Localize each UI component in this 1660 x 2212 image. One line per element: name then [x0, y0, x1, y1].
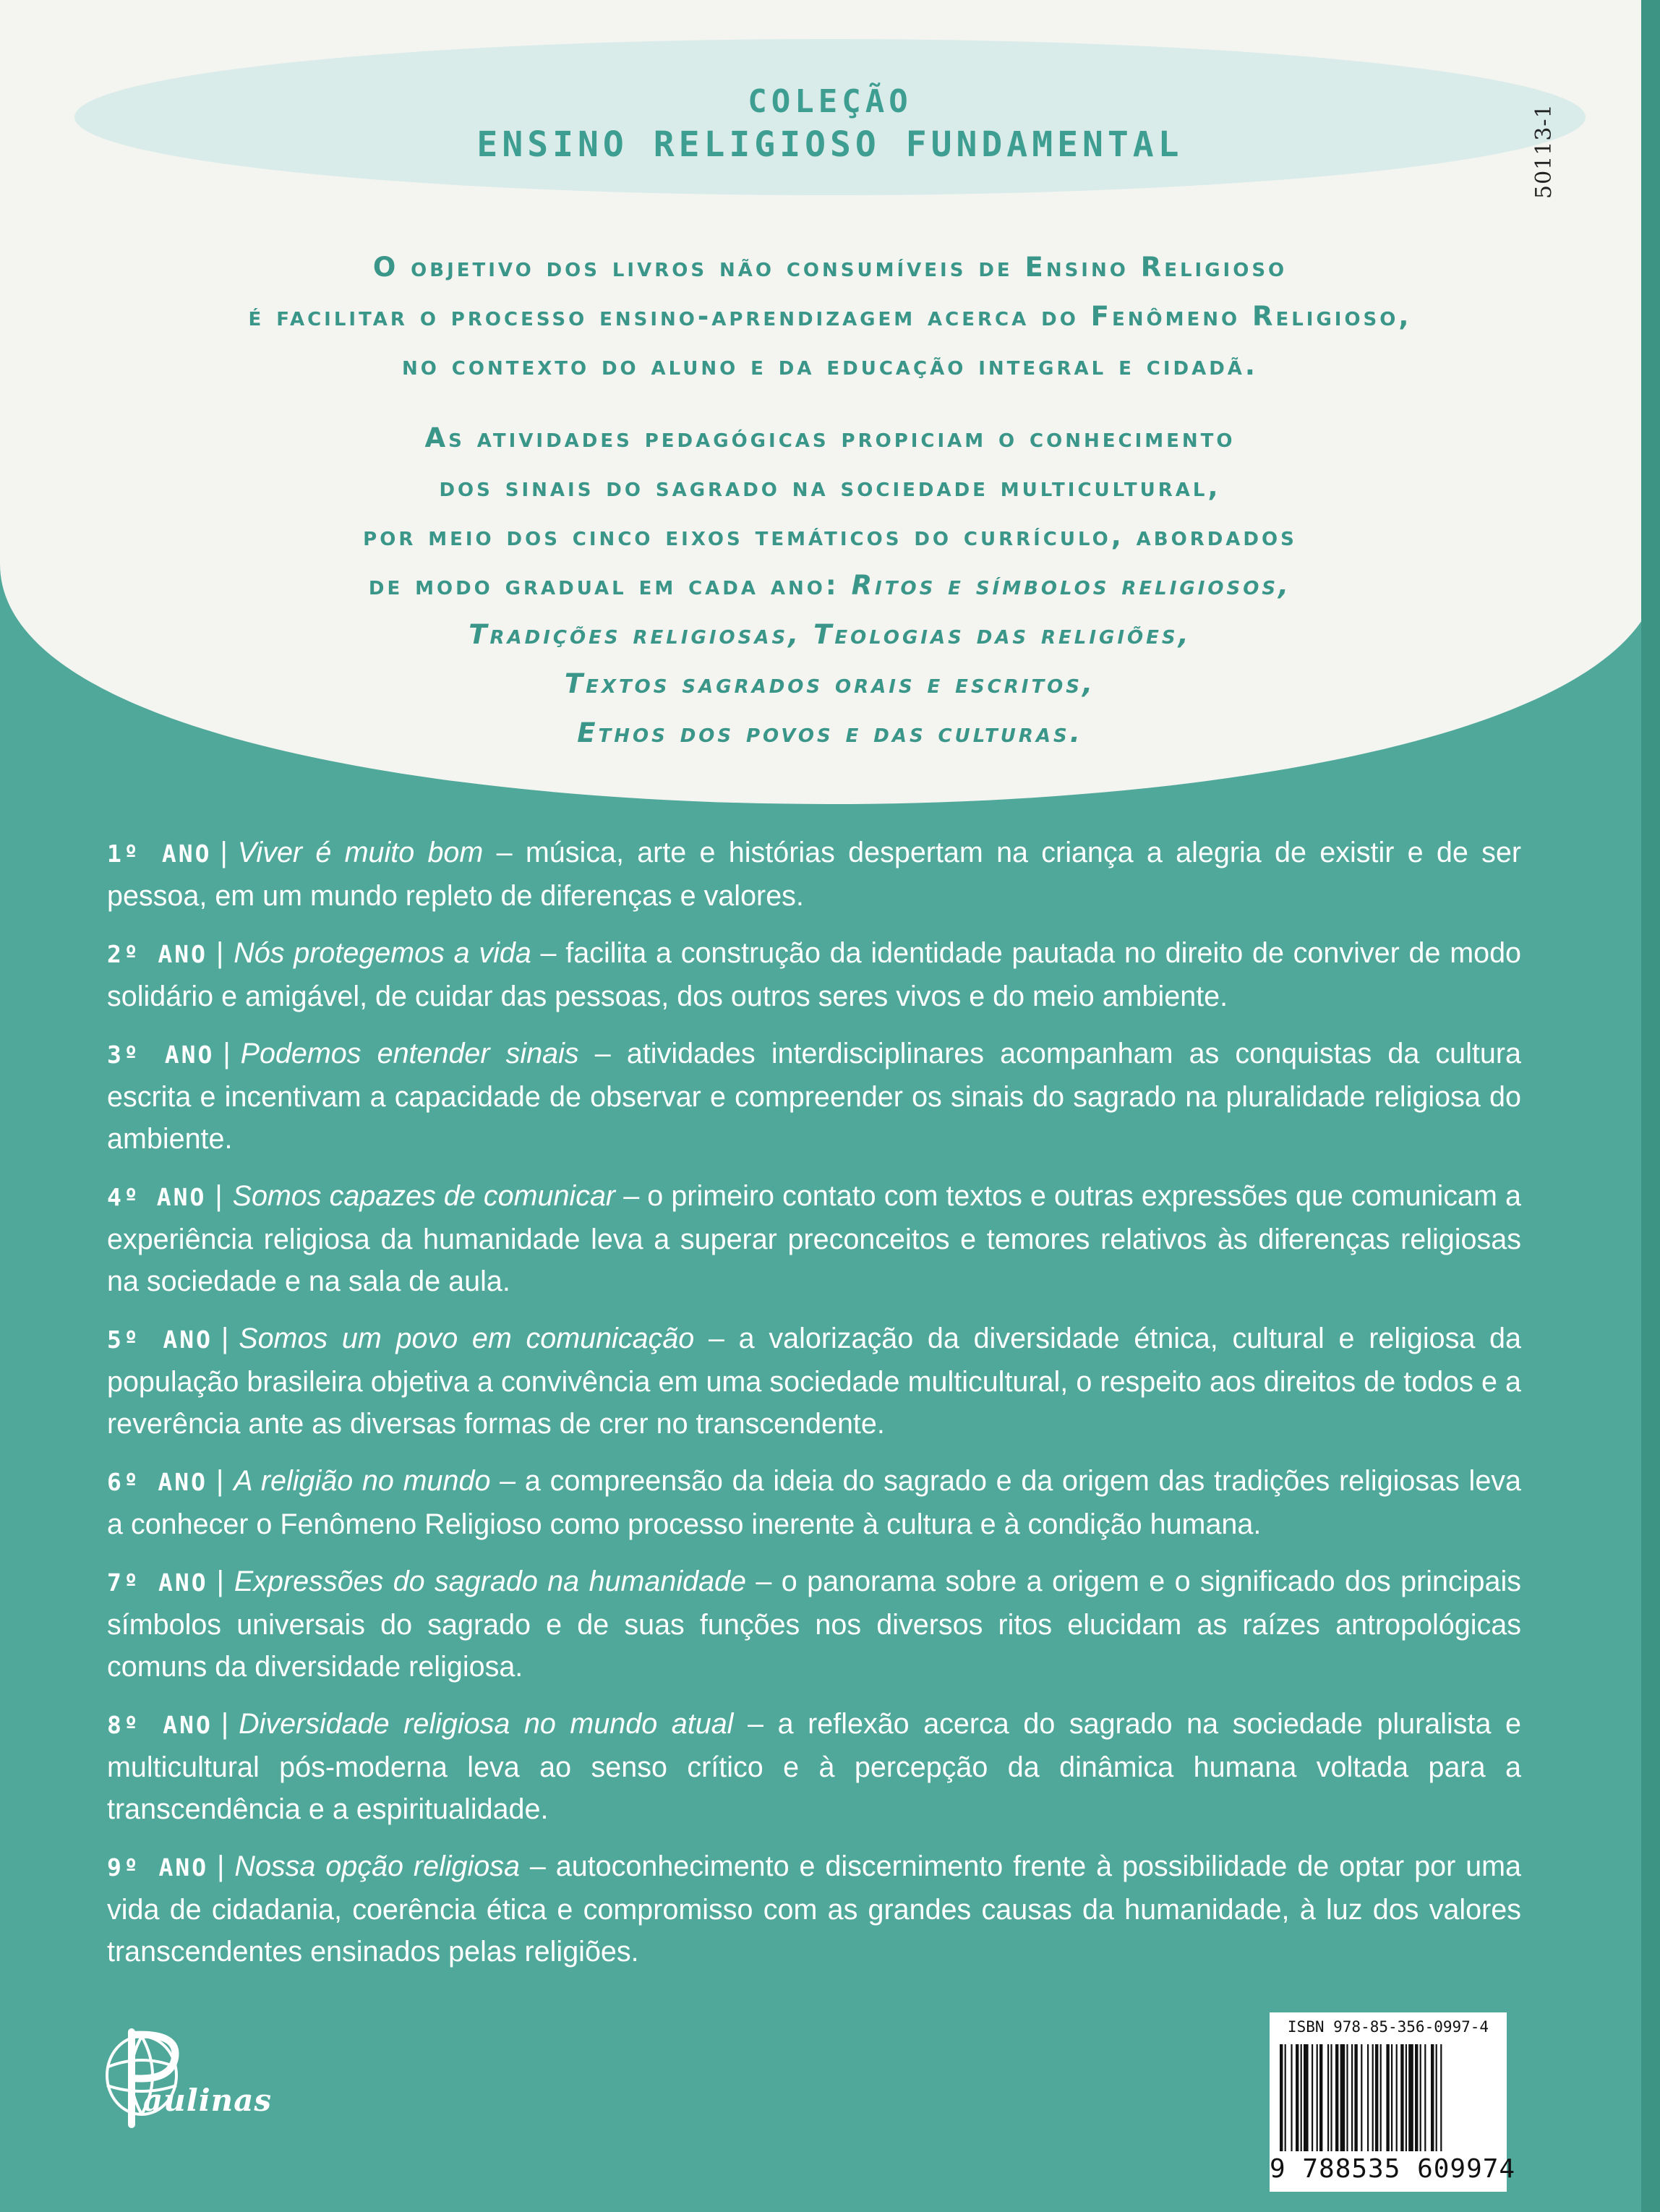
book-title: Diversidade religiosa no mundo atual	[239, 1708, 734, 1740]
intro-line	[94, 561, 1566, 610]
list-item	[107, 1033, 1521, 1160]
list-item	[107, 832, 1521, 917]
book-title: Viver é muito bom	[237, 837, 484, 868]
book-description: – a compreensão da ideia do sagrado e da origem das tradições religiosas leva a conhecer o Fenômeno Religioso como processo inerente à cultura e à condição humana.	[107, 1465, 1522, 1540]
book-description: – autoconhecimento e discernimento frente à possibilidade de optar por uma vida de cidadania, coerência ética e compromisso com as grandes causas da humanidade, à luz dos valores transcendentes ensinados pelas religiões.	[107, 1850, 1521, 1968]
separator: |	[217, 1850, 225, 1882]
book-description: – atividades interdisciplinares acompanham as conquistas da cultura escrita e incentivam a capacidade de observar e compreender os sinais do sagrado na pluralidade religiosa do ambiente.	[107, 1038, 1521, 1155]
book-description: – facilita a construção da identidade pautada no direito de conviver de modo solidário e amigável, de cuidar das pessoas, dos outros seres vivos e do meio ambiente.	[107, 937, 1522, 1012]
book-title: A religião no mundo	[234, 1465, 491, 1497]
book-description: – música, arte e histórias despertam na criança a alegria de existir e de ser pessoa, em um mundo repleto de diferenças e valores.	[107, 837, 1521, 912]
year-label: 1º ANO	[107, 840, 212, 868]
cover-edge	[1641, 0, 1660, 2212]
book-description: – o primeiro contato com textos e outras expressões que comunicam a experiência religiosa da humanidade leva a superar preconceitos e temores relativos às diferenças religiosas na sociedade e na sala de aula.	[107, 1180, 1521, 1297]
ean-number: 9 788535 609974	[1270, 2154, 1516, 2184]
separator: |	[216, 1566, 224, 1597]
book-title: Somos capazes de comunicar	[232, 1180, 616, 1212]
year-label: 8º ANO	[107, 1711, 213, 1739]
separator: |	[216, 937, 224, 969]
intro-line-start: de modo gradual em cada ano:	[368, 570, 852, 601]
year-label: 3º ANO	[107, 1041, 215, 1069]
intro-line: dos sinais do sagrado na sociedade multicultural,	[439, 471, 1221, 503]
list-item	[107, 1845, 1521, 1973]
year-label: 7º ANO	[107, 1568, 208, 1597]
publisher-name: aulinas	[143, 2083, 273, 2118]
year-label: 2º ANO	[107, 940, 208, 968]
book-description: – a reflexão acerca do sagrado na sociedade pluralista e multicultural pós-moderna leva ao senso crítico e à percepção da dinâmica humana voltada para a transcendência e a espiritualidade.	[107, 1708, 1521, 1825]
book-title: Somos um povo em comunicação	[239, 1323, 695, 1354]
year-label: 6º ANO	[107, 1468, 208, 1496]
list-item	[107, 1175, 1521, 1302]
catalog-code: 50113-1	[1531, 103, 1557, 199]
list-item	[107, 1703, 1521, 1830]
year-label: 9º ANO	[107, 1853, 209, 1882]
year-entries	[107, 832, 1521, 1988]
list-item	[107, 932, 1521, 1017]
intro-line	[94, 659, 1566, 709]
book-description: – a valorização da diversidade étnica, cultural e religiosa da população brasileira objetiva a convivência em uma sociedade multicultural, o respeito aos direitos de todos e a reverência ante as diversas formas de crer no transcendente.	[107, 1323, 1521, 1440]
intro-line: é facilitar o processo ensino-aprendizagem acerca do Fenômeno Religioso,	[248, 301, 1412, 332]
list-item	[107, 1460, 1521, 1545]
intro-line: por meio dos cinco eixos temáticos do currículo, abordados	[363, 521, 1297, 552]
separator: |	[220, 837, 228, 868]
book-title: Expressões do sagrado na humanidade	[234, 1566, 746, 1597]
book-title: Nós protegemos a vida	[234, 937, 531, 969]
intro-line: no contexto do aluno e da educação integral e cidadã.	[402, 350, 1258, 381]
axis-ethos: Ethos dos povos e das culturas.	[577, 717, 1083, 748]
isbn-label: ISBN 978-85-356-0997-4	[1287, 2018, 1489, 2036]
intro-line: As atividades pedagógicas propiciam o conhecimento	[424, 422, 1236, 453]
intro-line	[94, 709, 1566, 758]
barcode	[1270, 2012, 1516, 2192]
book-title: Nossa opção religiosa	[234, 1850, 520, 1882]
axis-textos: Textos sagrados orais e escritos,	[564, 668, 1096, 699]
intro-paragraph-1	[94, 243, 1566, 390]
collection-label: COLEÇÃO	[748, 83, 912, 120]
barcode-bars-icon	[1280, 2044, 1497, 2153]
year-label: 5º ANO	[107, 1325, 213, 1354]
axis-ritos: Ritos e símbolos religiosos,	[851, 570, 1292, 601]
separator: |	[215, 1180, 223, 1212]
book-description: – o panorama sobre a origem e o significado dos principais símbolos universais do sagrado e de suas funções nos diversos ritos elucidam as raízes antropológicas comuns da diversidade religiosa.	[107, 1566, 1521, 1683]
separator: |	[223, 1038, 231, 1069]
separator: |	[215, 1465, 224, 1497]
separator: |	[221, 1323, 229, 1354]
year-label: 4º ANO	[107, 1183, 207, 1211]
list-item	[107, 1560, 1521, 1688]
collection-title: ENSINO RELIGIOSO FUNDAMENTAL	[476, 124, 1184, 165]
intro-paragraph-2	[94, 414, 1566, 758]
separator: |	[221, 1708, 229, 1740]
axis-tradicoes: Tradições religiosas, Teologias das religiões,	[469, 619, 1191, 650]
intro-line: O objetivo dos livros não consumíveis de Ensino Religioso	[372, 252, 1288, 283]
intro-line	[94, 610, 1566, 659]
book-title: Podemos entender sinais	[240, 1038, 579, 1069]
list-item	[107, 1318, 1521, 1445]
